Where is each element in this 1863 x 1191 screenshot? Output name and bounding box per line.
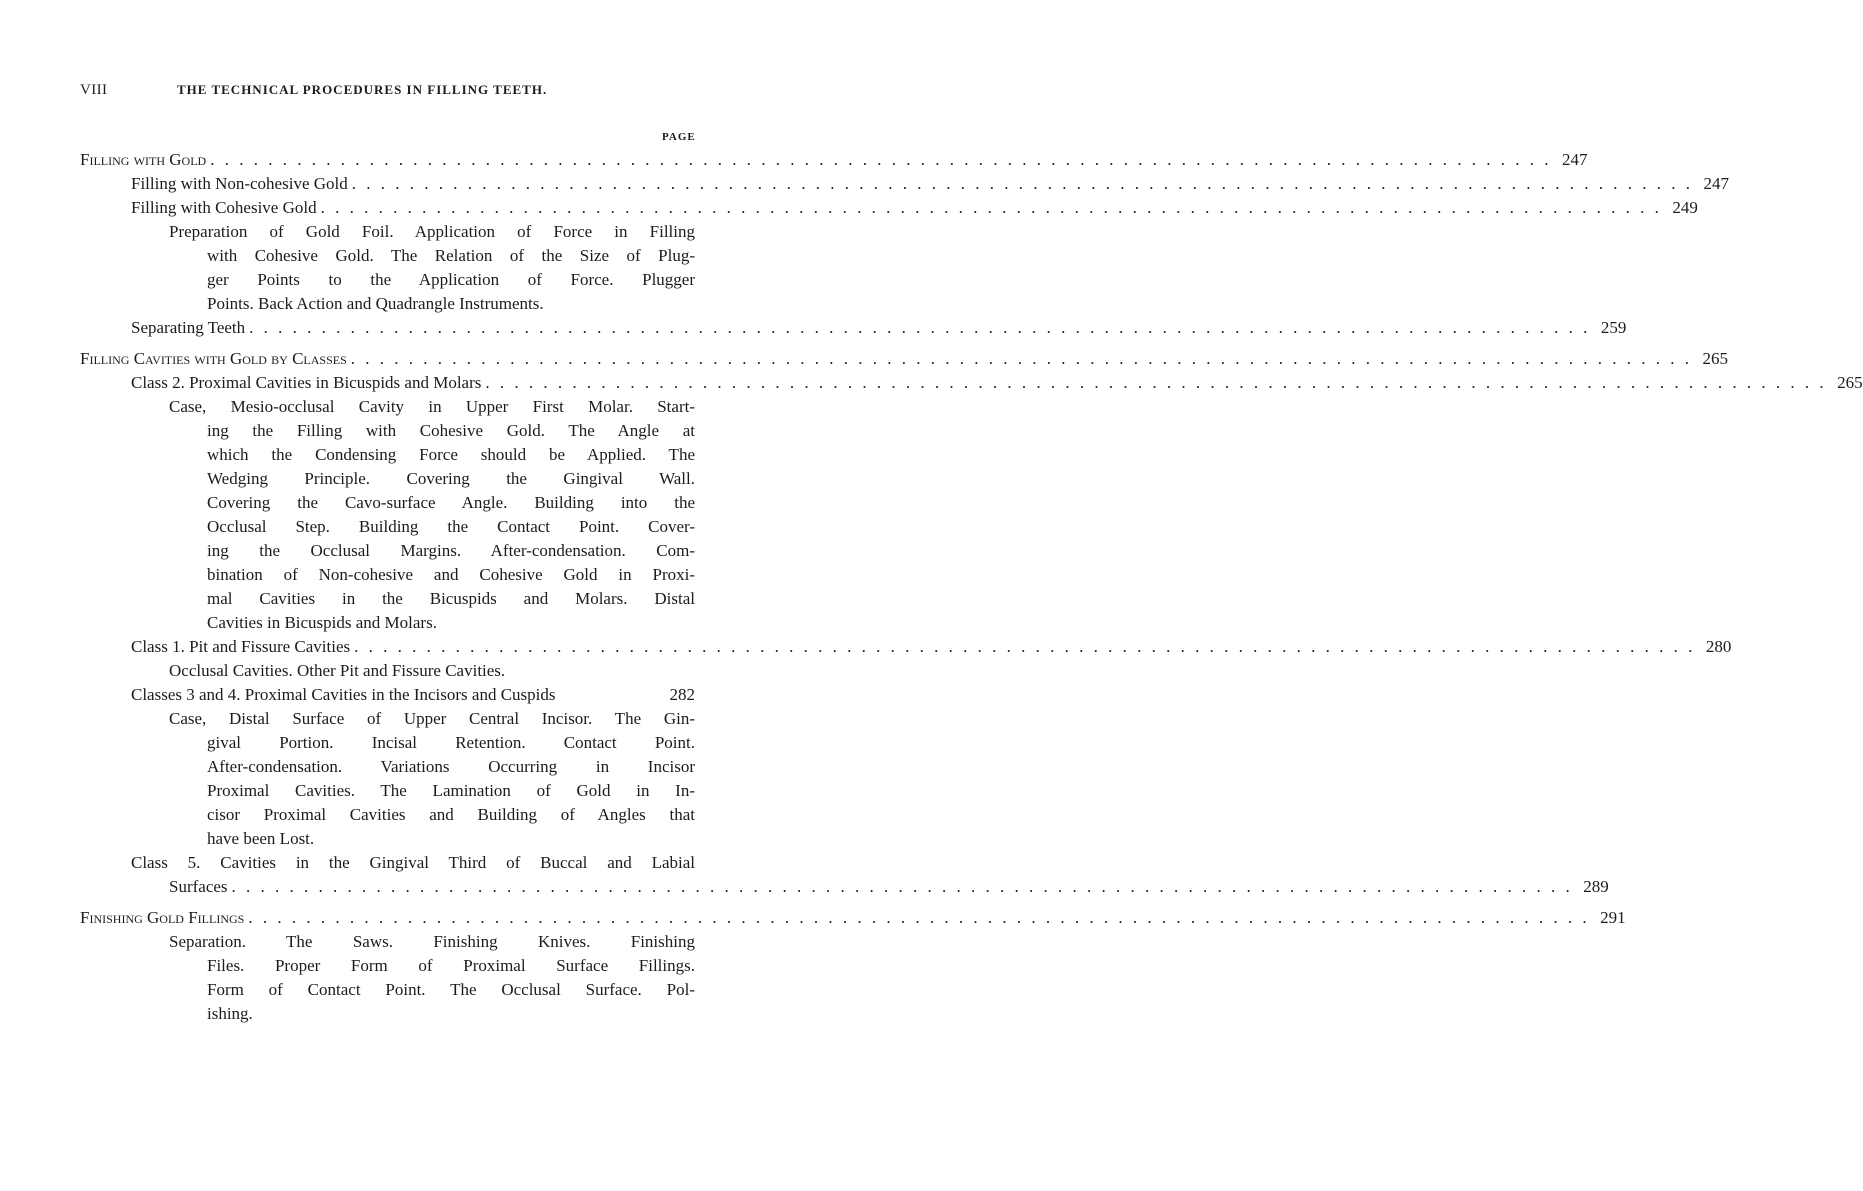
description-line: Form of Contact Point. The Occlusal Surface. Pol-	[207, 980, 695, 999]
description-line: mal Cavities in the Bicuspids and Molars. Distal	[207, 589, 695, 608]
toc-entry-classes-3-4	[0, 683, 840, 707]
toc-entry-filling-with-gold	[0, 148, 1588, 172]
toc-entry-title: Surfaces	[169, 877, 228, 896]
description-line: Wedging Principle. Covering the Gingival Wall.	[207, 469, 695, 488]
description-line: Files. Proper Form of Proximal Surface Fillings.	[207, 956, 695, 975]
description-line: After-condensation. Variations Occurring in Incisor	[207, 757, 695, 776]
toc-entry-class-5: Class 5. Cavities in the Gingival Third of Buccal and Labial	[131, 853, 695, 872]
description-line: Proximal Cavities. The Lamination of Gold in In-	[207, 781, 695, 800]
toc-entry-page: 247	[1561, 150, 1588, 169]
description-line: Case, Distal Surface of Upper Central Incisor. The Gin-	[169, 709, 695, 728]
toc-entry-page: 265	[1837, 373, 1863, 392]
toc-entry-page: 265	[1702, 349, 1729, 368]
description-line: ishing.	[207, 1004, 253, 1023]
toc-entry-page: 249	[1672, 198, 1698, 217]
toc-entry-title: Separating Teeth	[131, 318, 246, 337]
leader-dots: . . . . . . . . . . . . . . . . . . . . . . . . . . . . . . . . . . . . . . . . . . . . . . . . . . . . . . . . . . . . . . . . . . . . . . . . . . . . . . . . . . . . . . . . . . . . .	[249, 318, 1591, 337]
description-line: gival Portion. Incisal Retention. Contact Point.	[207, 733, 695, 752]
toc-entry-title: Filling Cavities with Gold by Classes	[80, 349, 347, 368]
leader-dots: . . . . . . . . . . . . . . . . . . . . . . . . . . . . . . . . . . . . . . . . . . . . . . . . . . . . . . . . . . . . . . . . . . . . . . . . . . . . . . . . . . . . . . . . . . . . .	[354, 637, 1696, 656]
toc-entry-title: Filling with Non-cohesive Gold	[131, 174, 348, 193]
description-line: Case, Mesio-occlusal Cavity in Upper First Molar. Start-	[169, 397, 695, 416]
toc-entry-page: 289	[1583, 877, 1609, 896]
toc-entry-page: 280	[1705, 637, 1732, 656]
toc-entry-title: Filling with Gold	[80, 150, 207, 169]
toc-entry-class-1	[0, 635, 1732, 659]
leader-dots: . . . . . . . . . . . . . . . . . . . . . . . . . . . . . . . . . . . . . . . . . . . . . . . . . . . . . . . . . . . . . . . . . . . . . . . . . . . . . . . . . . . . . . . . . . . . .	[350, 349, 1693, 368]
description-line: ger Points to the Application of Force. Plugger	[207, 270, 695, 289]
toc-entry-page: 282	[669, 685, 695, 704]
toc-entry-by-classes	[0, 347, 1729, 371]
toc-entry-title: Class 1. Pit and Fissure Cavities	[131, 637, 351, 656]
description-line: Occlusal Cavities. Other Pit and Fissure Cavities.	[169, 661, 506, 680]
page-column-label: PAGE	[662, 131, 696, 143]
leader-dots: . . . . . . . . . . . . . . . . . . . . . . . . . . . . . . . . . . . . . . . . . . . . . . . . . . . . . . . . . . . . . . . . . . . . . . . . . . . . . . . . . . . . . . . . . . . . .	[248, 908, 1590, 927]
running-title: THE TECHNICAL PROCEDURES IN FILLING TEETH.	[177, 82, 548, 97]
toc-entry-non-cohesive	[0, 172, 1729, 196]
toc-entry-cohesive	[0, 196, 1698, 220]
toc-entry-page: 291	[1600, 908, 1626, 927]
description-line: Preparation of Gold Foil. Application of Force in Filling	[169, 222, 695, 241]
leader-dots: . . . . . . . . . . . . . . . . . . . . . . . . . . . . . . . . . . . . . . . . . . . . . . . . . . . . . . . . . . . . . . . . . . . . . . . . . . . . . . . . . . . . . . . . . . . . .	[351, 174, 1693, 193]
description-line: ing the Filling with Cohesive Gold. The Angle at	[207, 421, 695, 440]
toc-entry-title: Finishing Gold Fillings	[80, 908, 245, 927]
leader-dots: . . . . . . . . . . . . . . . . . . . . . . . . . . . . . . . . . . . . . . . . . . . . . . . . . . . . . . . . . . . . . . . . . . . . . . . . . . . . . . . . . . . . . . . . . . . . .	[320, 198, 1662, 217]
toc-entry-page: 247	[1703, 174, 1729, 193]
toc-entry-title: Class 2. Proximal Cavities in Bicuspids and Molars	[131, 373, 482, 392]
toc-entry-title: Classes 3 and 4. Proximal Cavities in the Incisors and Cuspids	[131, 685, 556, 704]
toc-entry-title: Filling with Cohesive Gold	[131, 198, 317, 217]
description-line: Cavities in Bicuspids and Molars.	[207, 613, 437, 632]
description-line: cisor Proximal Cavities and Building of Angles that	[207, 805, 695, 824]
description-line: bination of Non-cohesive and Cohesive Gold in Proxi-	[207, 565, 695, 584]
leader-dots: . . . . . . . . . . . . . . . . . . . . . . . . . . . . . . . . . . . . . . . . . . . . . . . . . . . . . . . . . . . . . . . . . . . . . . . . . . . . . . . . . . . . . . . . . . . . .	[210, 150, 1552, 169]
description-line: have been Lost.	[207, 829, 315, 848]
description-line: Covering the Cavo-surface Angle. Building into the	[207, 493, 695, 512]
running-header	[80, 82, 547, 99]
leader-dots: . . . . . . . . . . . . . . . . . . . . . . . . . . . . . . . . . . . . . . . . . . . . . . . . . . . . . . . . . . . . . . . . . . . . . . . . . . . . . . . . . . . . . . . . . . . . .	[231, 877, 1573, 896]
description-line: Occlusal Step. Building the Contact Point. Cover-	[207, 517, 695, 536]
page-folio: VIII	[80, 82, 108, 98]
toc-entry-separating	[0, 316, 1627, 340]
description-line: ing the Occlusal Margins. After-condensation. Com-	[207, 541, 695, 560]
description-line: with Cohesive Gold. The Relation of the Size of Plug-	[207, 246, 695, 265]
leader-dots: . . . . . . . . . . . . . . . . . . . . . . . . . . . . . . . . . . . . . . . . . . . . . . . . . . . . . . . . . . . . . . . . . . . . . . . . . . . . . . . . . . . . . . . . . . . . .	[485, 373, 1827, 392]
toc-entry-page: 259	[1600, 318, 1627, 337]
toc-entry-class-2	[0, 371, 1863, 395]
description-line: Separation. The Saws. Finishing Knives. Finishing	[169, 932, 695, 951]
description-line: Points. Back Action and Quadrangle Instruments.	[207, 294, 544, 313]
description-line: which the Condensing Force should be Applied. The	[207, 445, 695, 464]
toc-entry-class-5-continued	[0, 875, 1609, 899]
toc-entry-finishing	[0, 906, 1626, 930]
